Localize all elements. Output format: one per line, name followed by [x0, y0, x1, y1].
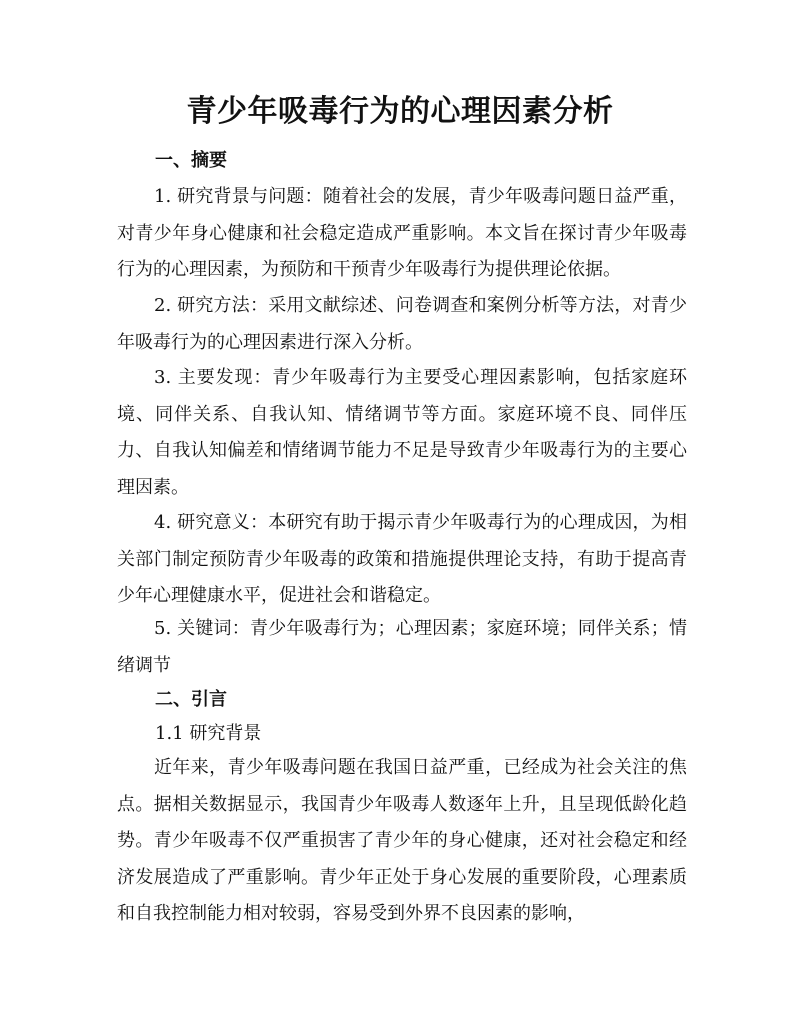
abstract-paragraph-4: 4. 研究意义：本研究有助于揭示青少年吸毒行为的心理成因，为相关部门制定预防青少年吸毒的政策和措施提供理论支持，有助于提高青少年心理健康水平，促进社会和谐稳定。 [117, 512, 687, 606]
section-heading-introduction: 二、引言 [155, 689, 227, 710]
abstract-paragraph-1: 1. 研究背景与问题：随着社会的发展，青少年吸毒问题日益严重，对青少年身心健康和社会稳定造成严重影响。本文旨在探讨青少年吸毒行为的心理因素，为预防和干预青少年吸毒行为提供理论依据。 [117, 186, 687, 280]
abstract-paragraph-3: 3. 主要发现：青少年吸毒行为主要受心理因素影响，包括家庭环境、同伴关系、自我认知、情绪调节等方面。家庭环境不良、同伴压力、自我认知偏差和情绪调节能力不足是导致青少年吸毒行为的主要心理因素。 [117, 367, 687, 498]
subsection-heading-background: 1.1 研究背景 [155, 723, 262, 744]
abstract-paragraph-2: 2. 研究方法：采用文献综述、问卷调查和案例分析等方法，对青少年吸毒行为的心理因素进行深入分析。 [117, 295, 687, 353]
document-title: 青少年吸毒行为的心理因素分析 [186, 94, 614, 129]
abstract-paragraph-5: 5. 关键词：青少年吸毒行为；心理因素；家庭环境；同伴关系；情绪调节 [117, 618, 687, 676]
section-heading-abstract: 一、摘要 [155, 150, 227, 171]
introduction-paragraph-1: 近年来，青少年吸毒问题在我国日益严重，已经成为社会关注的焦点。据相关数据显示，我国青少年吸毒人数逐年上升，且呈现低龄化趋势。青少年吸毒不仅严重损害了青少年的身心健康，还对社会稳定和经济发展造成了严重影响。青少年正处于身心发展的重要阶段，心理素质和自我控制能力相对较弱，容易受到外界不良因素的影响， [117, 757, 687, 924]
